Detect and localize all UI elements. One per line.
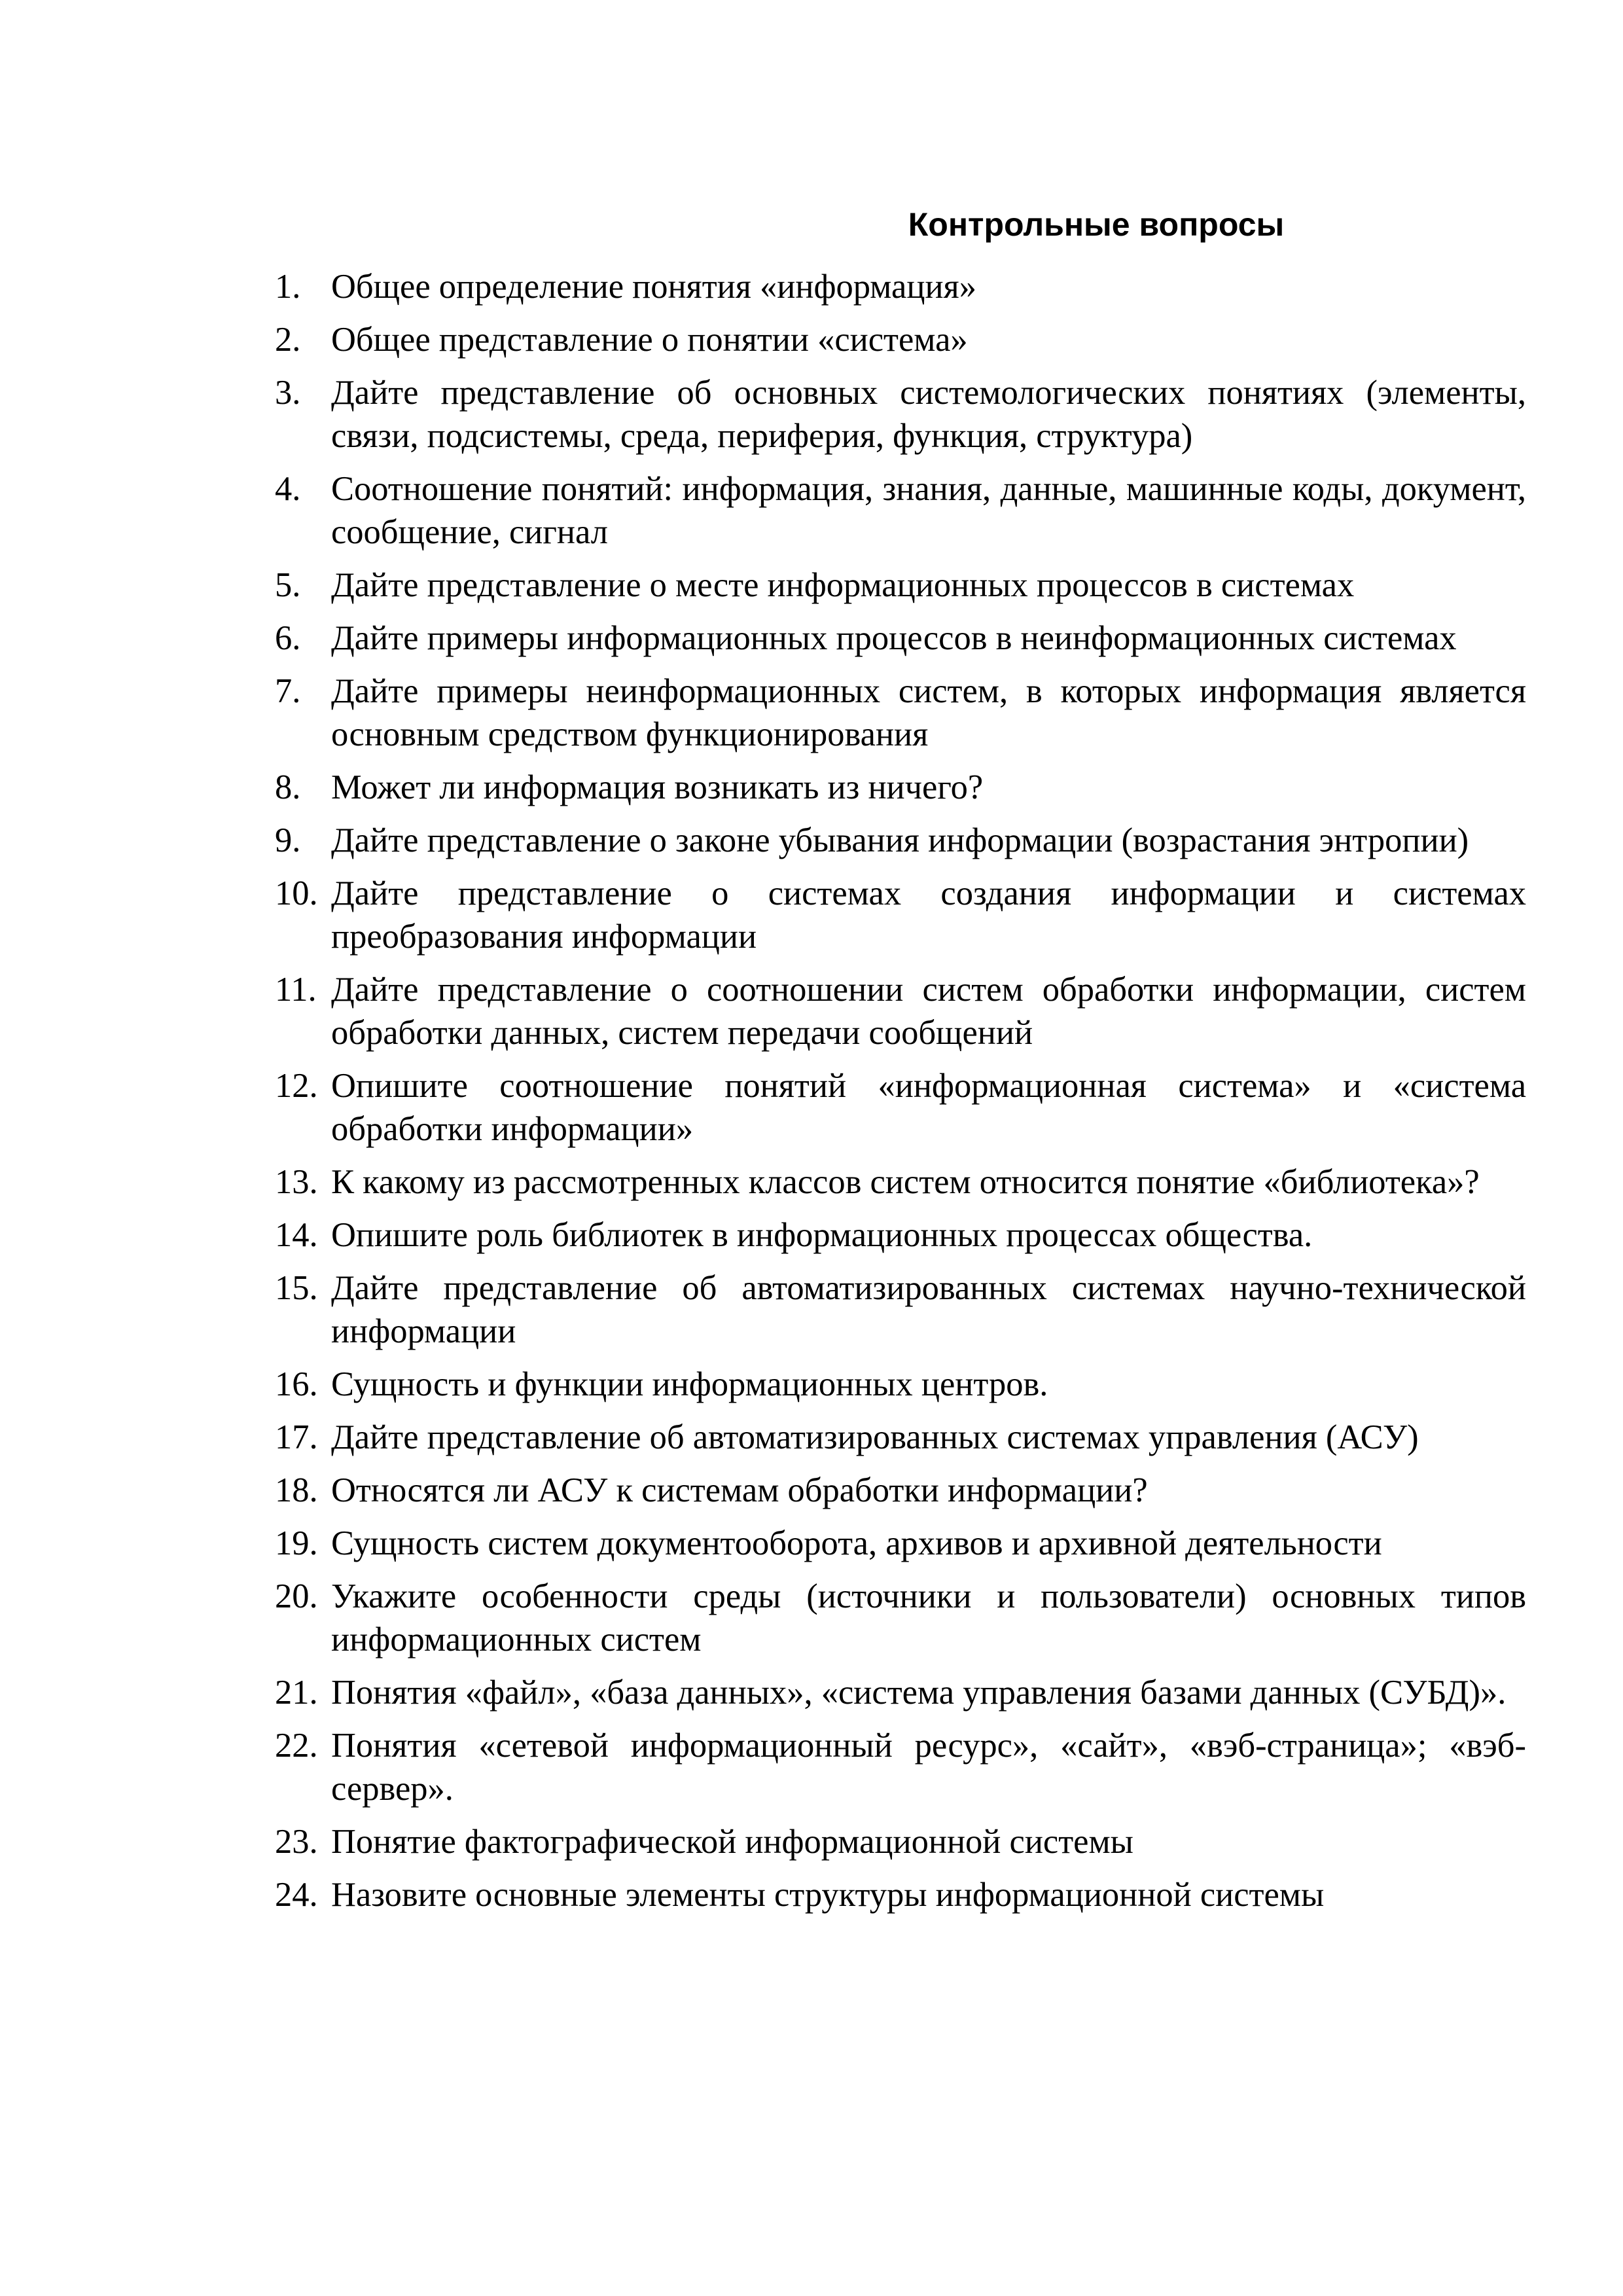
question-number: 4. — [275, 470, 301, 508]
question-text: Понятия «файл», «база данных», «система управления базами данных (СУБД)». — [331, 1674, 1507, 1712]
question-item — [275, 819, 1526, 862]
question-text: Опишите роль библиотек в информационных процессах общества. — [331, 1216, 1313, 1254]
question-text: Укажите особенности среды (источники и пользователи) основных типов информационных систем — [331, 1577, 1526, 1659]
question-item — [275, 1416, 1526, 1459]
question-number: 14. — [275, 1216, 318, 1254]
question-text: Сущность систем документооборота, архивов и архивной деятельности — [331, 1524, 1382, 1562]
question-text: Относятся ли АСУ к системам обработки информации? — [331, 1471, 1148, 1509]
question-item — [275, 766, 1526, 809]
question-number: 5. — [275, 566, 301, 604]
question-item — [275, 318, 1526, 361]
question-item — [275, 1820, 1526, 1863]
question-text: Дайте представление об автоматизированных системах научно-технической информации — [331, 1269, 1526, 1350]
question-number: 1. — [275, 268, 301, 306]
question-number: 23. — [275, 1823, 318, 1861]
question-number: 21. — [275, 1674, 318, 1712]
question-item — [275, 1873, 1526, 1916]
question-number: 8. — [275, 768, 301, 806]
question-item — [275, 564, 1526, 607]
question-number: 9. — [275, 821, 301, 859]
question-item — [275, 1064, 1526, 1151]
question-item — [275, 1160, 1526, 1204]
question-item — [275, 872, 1526, 958]
question-number: 24. — [275, 1876, 318, 1914]
question-item — [275, 1671, 1526, 1714]
question-number: 6. — [275, 619, 301, 657]
question-text: Сущность и функции информационных центров. — [331, 1365, 1048, 1403]
question-item — [275, 371, 1526, 457]
question-number: 2. — [275, 321, 301, 359]
question-number: 20. — [275, 1577, 318, 1615]
question-number: 10. — [275, 874, 318, 912]
question-number: 19. — [275, 1524, 318, 1562]
page-title: Контрольные вопросы — [908, 206, 1285, 243]
question-number: 11. — [275, 971, 317, 1009]
question-item — [275, 968, 1526, 1054]
question-item — [275, 1724, 1526, 1810]
question-item — [275, 1266, 1526, 1353]
question-number: 3. — [275, 374, 301, 412]
question-item — [275, 1469, 1526, 1512]
question-text: Назовите основные элементы структуры информационной системы — [331, 1876, 1325, 1914]
question-text: Дайте примеры информационных процессов в неинформационных системах — [331, 619, 1457, 657]
question-number: 22. — [275, 1727, 318, 1765]
question-item — [275, 1522, 1526, 1565]
question-text: Общее определение понятия «информация» — [331, 268, 976, 306]
question-number: 13. — [275, 1163, 318, 1201]
question-number: 15. — [275, 1269, 318, 1307]
question-text: Дайте представление об автоматизированных системах управления (АСУ) — [331, 1418, 1419, 1456]
question-item — [275, 1363, 1526, 1406]
question-number: 17. — [275, 1418, 318, 1456]
question-text: Может ли информация возникать из ничего? — [331, 768, 984, 806]
question-text: Понятие фактографической информационной системы — [331, 1823, 1133, 1861]
question-text: Дайте представление о месте информационных процессов в системах — [331, 566, 1355, 604]
question-text: Опишите соотношение понятий «информационная система» и «система обработки информации» — [331, 1067, 1526, 1148]
question-text: К какому из рассмотренных классов систем относится понятие «библиотека»? — [331, 1163, 1480, 1201]
questions-list — [275, 265, 1526, 1926]
question-text: Дайте примеры неинформационных систем, в которых информация является основным средством функционирования — [331, 672, 1526, 753]
question-text: Понятия «сетевой информационный ресурс», «сайт», «вэб-страница»; «вэб-сервер». — [331, 1727, 1526, 1808]
question-number: 18. — [275, 1471, 318, 1509]
question-item — [275, 670, 1526, 756]
question-item — [275, 617, 1526, 660]
question-item — [275, 467, 1526, 554]
question-text: Дайте представление о системах создания информации и системах преобразования информации — [331, 874, 1526, 956]
question-number: 7. — [275, 672, 301, 710]
question-item — [275, 1213, 1526, 1257]
question-number: 12. — [275, 1067, 318, 1105]
question-text: Соотношение понятий: информация, знания, данные, машинные коды, документ, сообщение, сигнал — [331, 470, 1526, 551]
question-item — [275, 1575, 1526, 1661]
question-item — [275, 265, 1526, 308]
question-text: Дайте представление о законе убывания информации (возрастания энтропии) — [331, 821, 1469, 859]
question-text: Дайте представление о соотношении систем обработки информации, систем обработки данных, систем передачи сообщений — [331, 971, 1526, 1052]
question-text: Общее представление о понятии «система» — [331, 321, 968, 359]
question-text: Дайте представление об основных системологических понятиях (элементы, связи, подсистемы, среда, периферия, функция, структура) — [331, 374, 1526, 455]
question-number: 16. — [275, 1365, 318, 1403]
